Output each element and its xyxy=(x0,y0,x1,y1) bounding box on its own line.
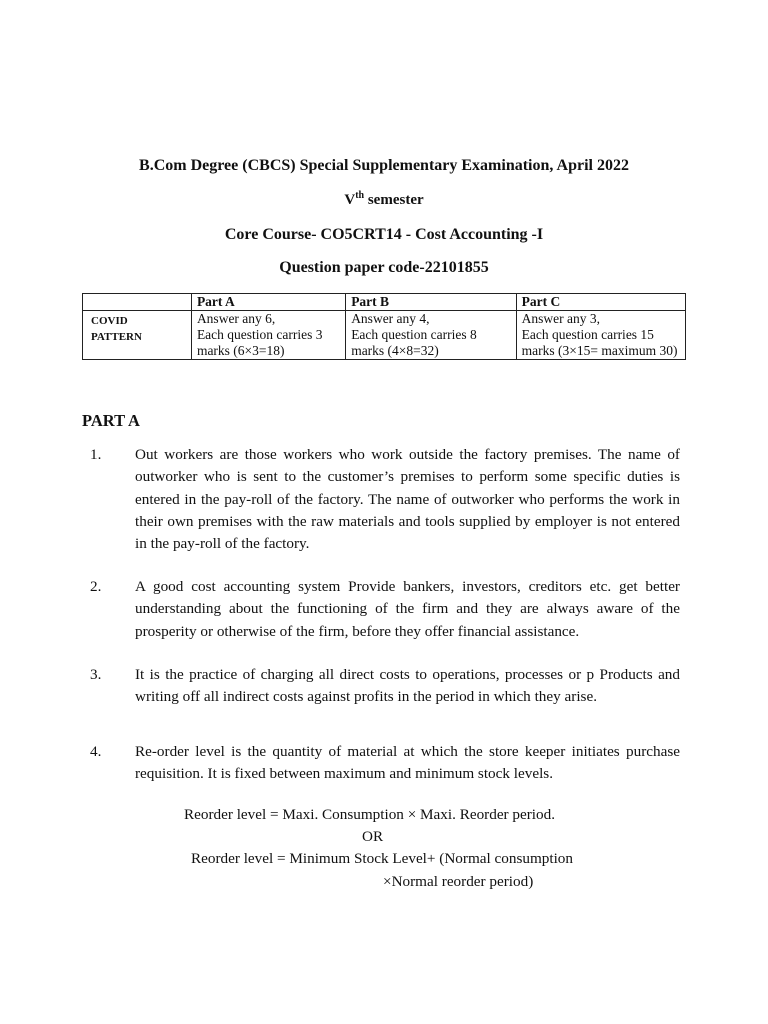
reorder-formula-2-line1: Reorder level = Minimum Stock Level+ (Normal consumption xyxy=(191,850,573,867)
semester-line xyxy=(0,192,768,209)
part-a-heading: PART A xyxy=(82,411,140,430)
question-number: 2. xyxy=(90,578,102,595)
covid-pattern-table xyxy=(82,293,686,360)
question-number: 4. xyxy=(90,743,102,760)
question-answer: Out workers are those workers who work outside the factory premises. The name of outworker who is sent to the customer’s premises to perform some specific duties is entered in the pay-roll of the factory. The name of outworker who performs the work in their own premises with the raw materials and tools supplied by employer is not entered in the pay-roll of the factory. xyxy=(135,446,680,553)
question-answer: Re-order level is the quantity of material at which the store keeper initiates purchase requisition. It is fixed between maximum and minimum stock levels. xyxy=(135,743,680,783)
course-title: Core Course- CO5CRT14 - Cost Accounting -I xyxy=(224,226,544,243)
formula-or: OR xyxy=(362,828,384,845)
semester-suffix-sup: th xyxy=(355,190,365,201)
instruction-line: Answer any 4, xyxy=(351,311,430,326)
covid-pattern-label xyxy=(83,311,192,360)
table-header-row xyxy=(83,294,686,311)
question-item xyxy=(82,444,680,555)
part-b-header: Part B xyxy=(346,294,516,311)
instruction-marks: Each question carries 15 marks (3×15= maximum 30) xyxy=(521,327,678,358)
reorder-formula-1: Reorder level = Maxi. Consumption × Maxi. Reorder period. xyxy=(184,806,556,823)
question-item xyxy=(82,576,680,643)
part-b-instruction xyxy=(346,311,516,360)
part-a-instruction xyxy=(191,311,345,360)
instruction-line: Answer any 3, xyxy=(521,311,600,326)
question-item xyxy=(82,664,680,709)
part-c-header: Part C xyxy=(516,294,685,311)
question-item xyxy=(82,741,680,786)
question-paper-code: Question paper code-22101855 xyxy=(279,259,489,276)
part-a-header: Part A xyxy=(191,294,345,311)
question-number: 3. xyxy=(90,666,102,683)
semester-word: semester xyxy=(364,192,424,208)
label-line: PATTERN xyxy=(91,331,142,343)
reorder-formula-2-line2: ×Normal reorder period) xyxy=(383,873,534,890)
question-answer: A good cost accounting system Provide bankers, investors, creditors etc. get better understanding about the functioning of the firm and they are always aware of the prosperity or otherwise of the firm, before they offer financial assistance. xyxy=(135,578,680,640)
exam-title: B.Com Degree (CBCS) Special Supplementary Examination, April 2022 xyxy=(139,157,629,174)
table-corner-cell xyxy=(83,294,192,311)
instruction-line: Answer any 6, xyxy=(196,311,276,326)
instruction-marks: Each question carries 3 marks (6×3=18) xyxy=(196,327,323,358)
table-row xyxy=(83,311,686,360)
instruction-marks: Each question carries 8 marks (4×8=32) xyxy=(351,327,477,358)
semester-number: V xyxy=(344,192,356,208)
question-answer: It is the practice of charging all direct costs to operations, processes or p Products and writing off all indirect costs against profits in the period in which they arise. xyxy=(135,666,680,706)
label-line: COVID xyxy=(91,315,128,327)
part-c-instruction xyxy=(516,311,685,360)
question-number: 1. xyxy=(90,446,102,463)
